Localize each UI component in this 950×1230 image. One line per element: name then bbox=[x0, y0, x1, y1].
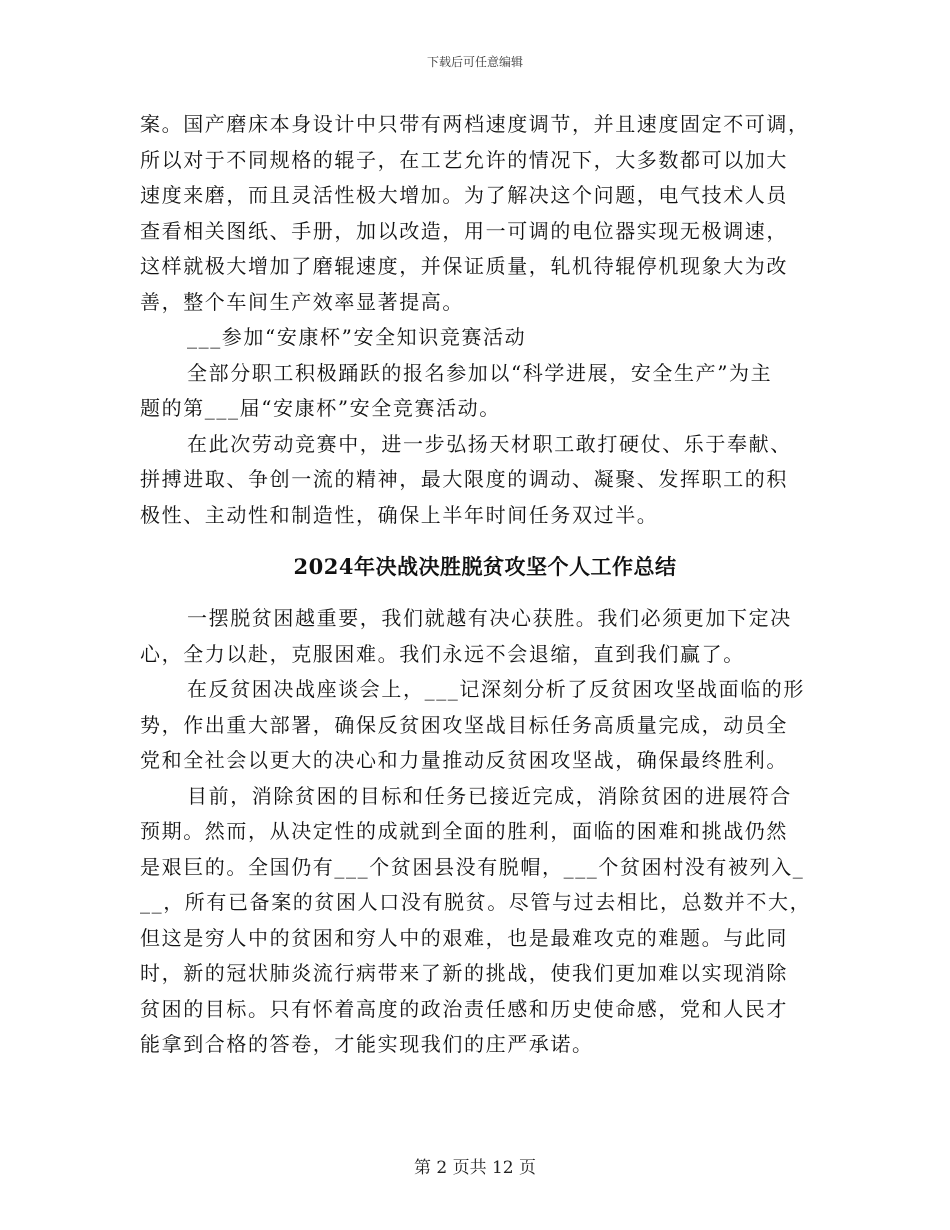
paragraph-line: 拼搏进取、争创一流的精神，最大限度的调动、凝聚、发挥职工的积 bbox=[140, 467, 788, 491]
paragraph-line: 善，整个车间生产效率显著提高。 bbox=[140, 289, 464, 314]
paragraph-line: 所以对于不同规格的辊子，在工艺允许的情况下，大多数都可以加大 bbox=[140, 147, 788, 172]
paragraph-line: 预期。然而，从决定性的成就到全面的胜利，面临的困难和挑战仍然 bbox=[140, 819, 788, 843]
paragraph-line: 但这是穷人中的贫困和穷人中的艰难，也是最难攻克的难题。与此同 bbox=[140, 925, 788, 950]
paragraph-line: 势，作出重大部署，确保反贫困攻坚战目标任务高质量完成，动员全 bbox=[140, 712, 788, 737]
paragraph-line: 一摆脱贫困越重要，我们就越有决心获胜。我们必须更加下定决 bbox=[187, 606, 792, 630]
subheading-line: ___参加“安康杯”安全知识竞赛活动 bbox=[187, 325, 527, 349]
paragraph-line: 全部分职工积极踊跃的报名参加以“科学进展，安全生产”为主 bbox=[187, 360, 773, 385]
paragraph-line: 在此次劳动竞赛中，进一步弘扬天材职工敢打硬仗、乐于奉献、 bbox=[187, 431, 792, 456]
paragraph-line: 在反贫困决战座谈会上，___记深刻分析了反贫困攻坚战面临的形 bbox=[187, 677, 805, 701]
paragraph-line: 案。国产磨床本身设计中只带有两档速度调节，并且速度固定不可调， bbox=[140, 112, 810, 136]
page-footer: 第 2 页共 12 页 bbox=[413, 1158, 537, 1178]
page-header: 下载后可任意编辑 bbox=[426, 55, 523, 69]
paragraph-line: 目前，消除贫困的目标和任务已接近完成，消除贫困的进展符合 bbox=[187, 783, 792, 808]
section-title: 2024年决战决胜脱贫攻坚个人工作总结 bbox=[293, 554, 677, 579]
paragraph-line: 题的第___届“安康杯”安全竞赛活动。 bbox=[140, 396, 501, 420]
paragraph-line: __，所有已备案的贫困人口没有脱贫。尽管与过去相比，总数并不大， bbox=[140, 890, 812, 914]
paragraph-line: 速度来磨，而且灵活性极大增加。为了解决这个问题，电气技术人员 bbox=[140, 183, 788, 207]
paragraph-line: 是艰巨的。全国仍有___个贫困县没有脱帽，___个贫困村没有被列入_ bbox=[140, 854, 805, 879]
paragraph-line: 党和全社会以更大的决心和力量推动反贫困攻坚战，确保最终胜利。 bbox=[140, 748, 788, 772]
document-body bbox=[140, 107, 830, 1063]
paragraph-line: 这样就极大增加了磨辊速度，并保证质量，轧机待辊停机现象大为改 bbox=[140, 254, 788, 278]
paragraph-line: 贫困的目标。只有怀着高度的政治责任感和历史使命感，党和人民才 bbox=[140, 996, 788, 1021]
paragraph-line: 心，全力以赴，克服困难。我们永远不会退缩，直到我们赢了。 bbox=[140, 641, 745, 666]
paragraph-line: 极性、主动性和制造性，确保上半年时间任务双过半。 bbox=[140, 502, 659, 527]
paragraph-line: 时，新的冠状肺炎流行病带来了新的挑战，使我们更加难以实现消除 bbox=[140, 961, 788, 985]
paragraph-line: 查看相关图纸、手册，加以改造，用一可调的电位器实现无极调速， bbox=[140, 218, 788, 243]
paragraph-line: 能拿到合格的答卷，才能实现我们的庄严承诺。 bbox=[140, 1032, 594, 1056]
